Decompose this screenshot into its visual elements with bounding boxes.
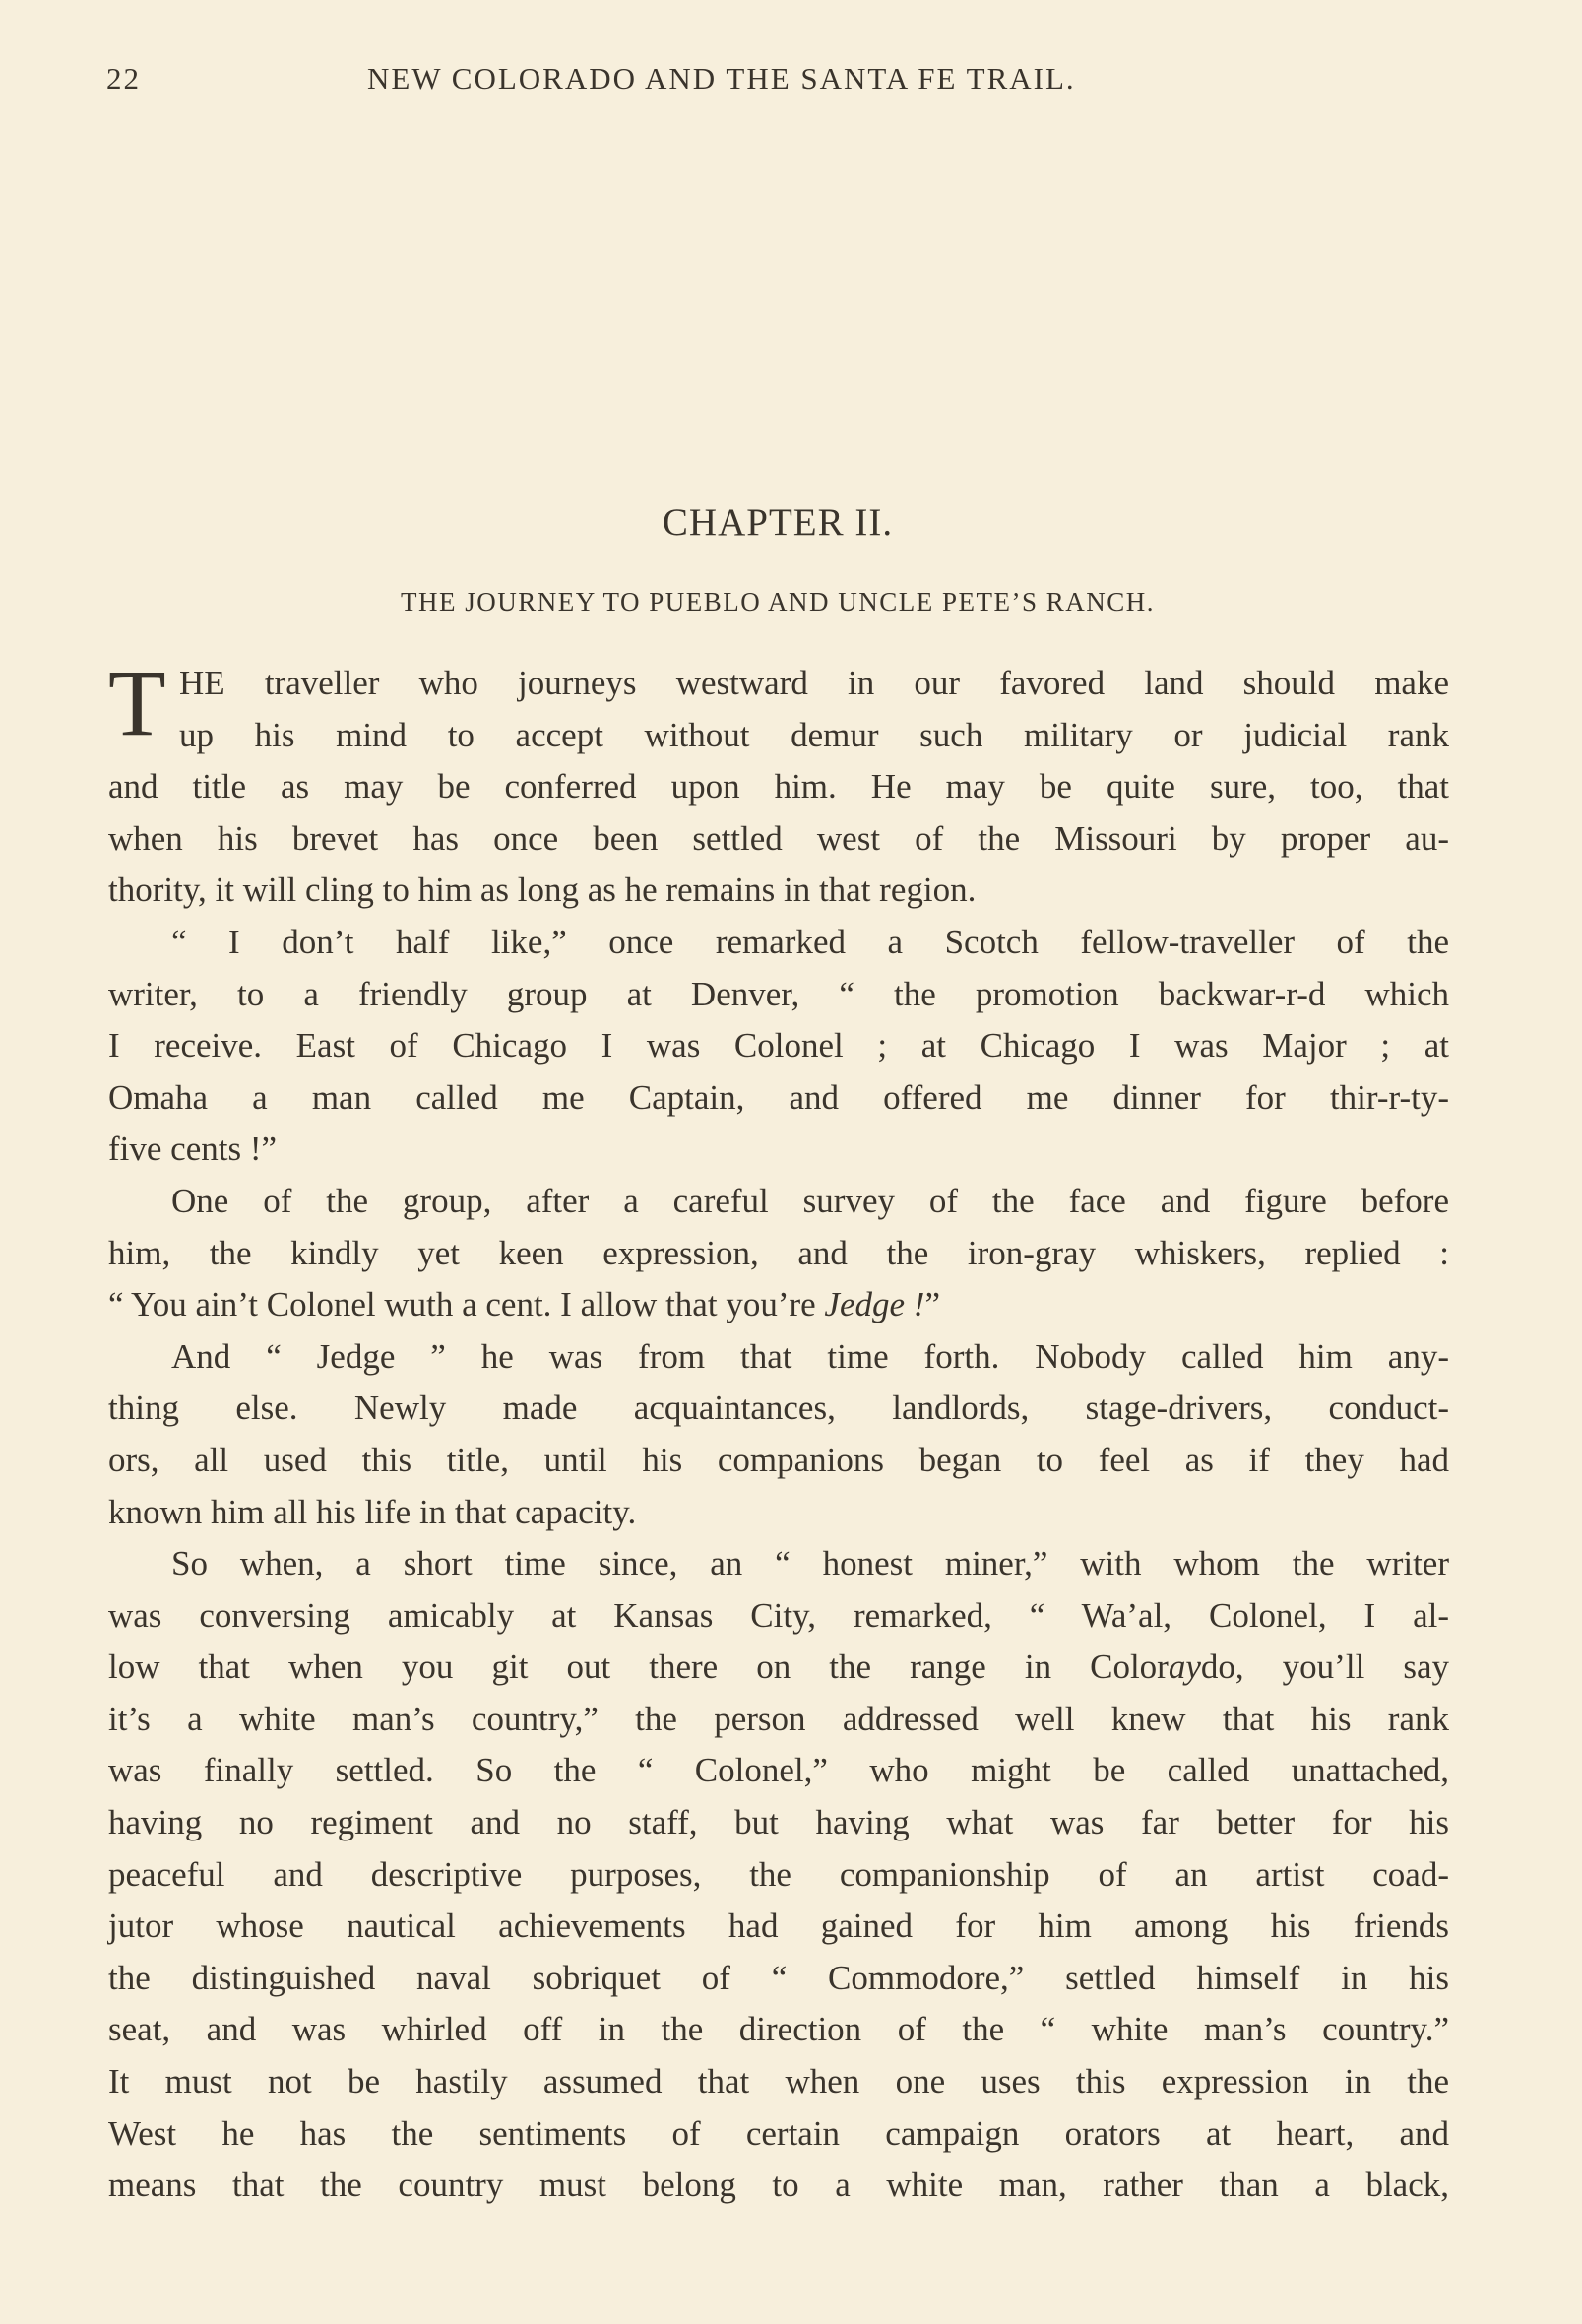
text-line: I receive. East of Chicago I was Colonel ; at Chicago I was Major ; at <box>108 1026 1449 1065</box>
text-line: the distinguished naval sobriquet of “ Commodore,” settled himself in his <box>108 1958 1449 1997</box>
text-run: do, you’ll say <box>1200 1647 1449 1687</box>
text-line: was finally settled. So the “ Colonel,” who might be called unattached, <box>108 1751 1449 1790</box>
text-line: thing else. Newly made acquaintances, landlords, stage-drivers, conduct- <box>108 1388 1449 1428</box>
text-line: So when, a short time since, an “ honest miner,” with whom the writer <box>171 1544 1449 1583</box>
running-head <box>106 61 1199 104</box>
text-line: ors, all used this title, until his companions began to feel as if they had <box>108 1440 1449 1479</box>
text-line: him, the kindly yet keen expression, and the iron-gray whiskers, replied : <box>108 1233 1449 1272</box>
text-line: when his brevet has once been settled west of the Missouri by proper au- <box>108 818 1449 858</box>
text-line: It must not be hastily assumed that when one uses this expression in the <box>108 2062 1449 2101</box>
chapter-subtitle: THE JOURNEY TO PUEBLO AND UNCLE PETE’S RANCH. <box>400 587 1156 616</box>
running-title: NEW COLORADO AND THE SANTA FE TRAIL. <box>367 61 1076 96</box>
text-line: West he has the sentiments of certain campaign orators at heart, and <box>108 2113 1449 2153</box>
text-line: means that the country must belong to a white man, rather than a black, <box>108 2165 1449 2205</box>
text-line: peaceful and descriptive purposes, the companionship of an artist coad- <box>108 1854 1449 1894</box>
text-line: up his mind to accept without demur such military or judicial rank <box>179 715 1449 754</box>
drop-cap: T <box>108 650 166 755</box>
body-text <box>108 650 1449 2212</box>
text-line: seat, and was whirled off in the direction of the “ white man’s country.” <box>108 2010 1449 2049</box>
italic-text: ay <box>1168 1647 1201 1687</box>
page-number: 22 <box>106 61 141 96</box>
italic-text: Jedge ! <box>824 1285 925 1324</box>
chapter-title: CHAPTER II. <box>662 501 894 544</box>
text-line: writer, to a friendly group at Denver, “ the promotion backwar-r-d which <box>108 974 1449 1013</box>
text-line: jutor whose nautical achievements had gained for him among his friends <box>108 1906 1449 1946</box>
text-run: low that when you git out there on the range in Color <box>108 1647 1169 1687</box>
text-line: One of the group, after a careful survey of the face and figure before <box>171 1181 1449 1220</box>
text-line: And “ Jedge ” he was from that time forth. Nobody called him any- <box>171 1336 1449 1376</box>
text-line: it’s a white man’s country,” the person addressed well knew that his rank <box>108 1699 1449 1738</box>
text-run: ” <box>924 1285 940 1324</box>
text-line: and title as may be conferred upon him. He may be quite sure, too, that <box>108 767 1449 807</box>
text-line: known him all his life in that capacity. <box>108 1492 637 1531</box>
text-line: HE traveller who journeys westward in our favored land should make <box>179 664 1449 702</box>
text-line: was conversing amicably at Kansas City, remarked, “ Wa’al, Colonel, I al- <box>108 1595 1449 1635</box>
text-line: having no regiment and no staff, but having what was far better for his <box>108 1803 1449 1842</box>
text-line <box>108 1279 1449 1331</box>
text-line: Omaha a man called me Captain, and offered me dinner for thir-r-ty- <box>108 1077 1449 1117</box>
text-line: thority, it will cling to him as long as he remains in that region. <box>108 871 977 910</box>
text-run: “ You ain’t Colonel wuth a cent. I allow that you’re <box>108 1285 825 1324</box>
text-line: five cents !” <box>108 1130 278 1169</box>
text-line <box>108 1642 1449 1694</box>
text-line: “ I don’t half like,” once remarked a Scotch fellow-traveller of the <box>171 922 1449 961</box>
